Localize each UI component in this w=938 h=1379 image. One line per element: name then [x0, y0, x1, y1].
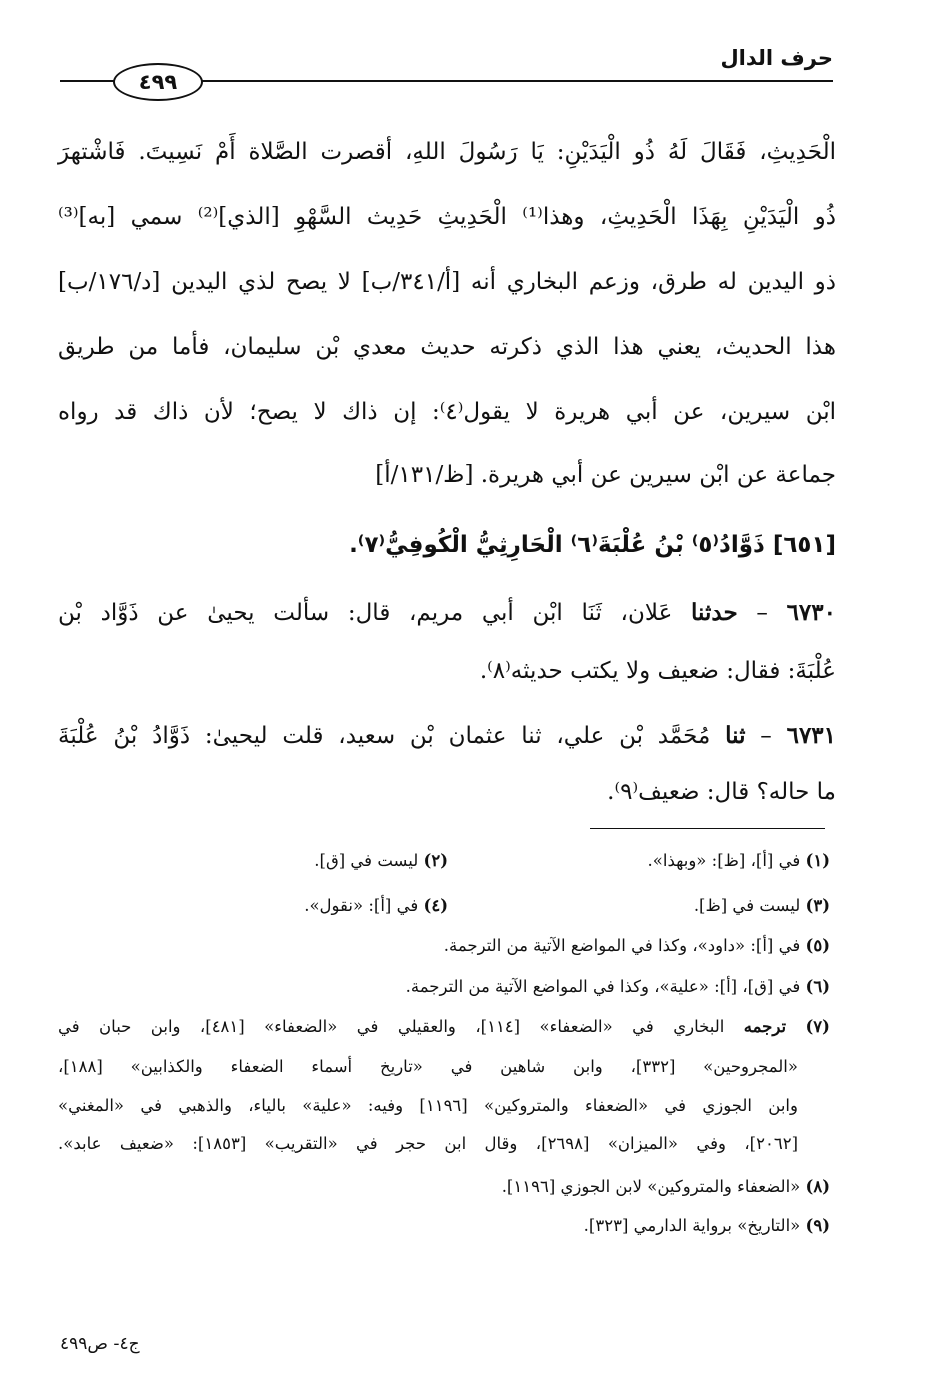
page-number: ٤٩٩ — [138, 70, 178, 94]
running-head-title: حرف الدال — [720, 46, 833, 70]
text-line: هذا الحديث، يعني هذا الذي ذكرته حديث معدي بْن سليمان، فأما من طريق — [58, 334, 836, 360]
narration-number: ٦٧٣٠ — [786, 599, 836, 626]
footnote — [314, 850, 448, 872]
footnote-number: (٤) — [423, 896, 448, 915]
text-line: ابْن سيرين، عن أبي هريرة لا يقول⁽٤⁾: إن ذاك لا يصح؛ لأن ذاك قد رواه — [58, 399, 836, 425]
footnote-number: (٩) — [805, 1216, 830, 1235]
footnote-number: (٣) — [805, 896, 830, 915]
footnote — [502, 1176, 830, 1198]
footnote — [58, 1016, 830, 1038]
footnote-text: ليست في [ظ]. — [693, 896, 801, 915]
footnote — [406, 976, 830, 998]
footnote-text: في [أ]: «داود»، وكذا في المواضع الآتية من الترجمة. — [443, 936, 801, 955]
footnote-number: (١) — [805, 851, 830, 870]
narration-line: ٦٧٣٠ – حدثنا عَلان، ثَنَا ابْن أبي مريم، قال: سألت يحيىٰ عن ذَوَّاد بْن — [58, 599, 836, 626]
footnote — [304, 895, 448, 917]
footnote-number: (٢) — [423, 851, 448, 870]
footnote — [444, 935, 830, 957]
footnote-continuation: «المجروحين» [٣٣٢]، وابن شاهين في «تاريخ أسماء الضعفاء والكذابين» [١٨٨]، — [58, 1057, 798, 1076]
narration-line: ما حاله؟ قال: ضعيف⁽٩⁾. — [607, 779, 836, 805]
text-line: جماعة عن ابْن سيرين عن أبي هريرة. [ظ/١٣١/أ] — [375, 462, 836, 488]
footnote-text: «التاريخ» برواية الدارمي [٣٢٣]. — [583, 1216, 801, 1235]
footnote-number: (٥) — [805, 936, 830, 955]
narration-lead: حدثنا — [691, 599, 738, 626]
footnote-number: (٦) — [805, 977, 830, 996]
footnote-number: (٧) — [805, 1017, 830, 1036]
entry-heading: [٦٥١] ذَوَّادُ⁽٥⁾ بْنُ عُلْبَةَ⁽٦⁾ الْحَارِثِيُّ الْكُوفِيُّ⁽٧⁾. — [349, 532, 836, 558]
footnote — [694, 895, 830, 917]
narration-line: عُلْبَةَ: فقال: ضعيف ولا يكتب حديثه⁽٨⁾. — [479, 658, 836, 684]
footnote-continuation: وابن الجوزي في «الضعفاء والمتروكين» [١١٩٦] وفيه: «علية» بالياء، والذهبي في «المغني» — [58, 1096, 798, 1115]
page-number-badge — [113, 63, 203, 101]
narration-text: مُحَمَّد بْن علي، ثنا عثمان بْن سعيد، قلت ليحيىٰ: ذَوَّادُ بْنُ عُلْبَةَ — [58, 723, 711, 749]
footnote-lead: ترجمه — [743, 1017, 787, 1036]
footnote-continuation: [٢٠٦٢]، وفي «الميزان» [٢٦٩٨]، وقال ابن حجر في «التقريب» [١٨٥٣]: «ضعيف عابد». — [58, 1134, 798, 1153]
footnote-text: البخاري في «الضعفاء» [١١٤]، والعقيلي في «الضعفاء» [٤٨١]، وابن حبان في — [58, 1017, 725, 1036]
text-line: الْحَدِيثِ، فَقَالَ لَهُ ذُو الْيَدَيْنِ: يَا رَسُولَ اللهِ، أقصرت الصَّلاة أَمْ نَسِيتَ. فَاشْتهرَ — [58, 139, 836, 165]
footnote-text: في [أ]: «نقول». — [304, 896, 419, 915]
narration-line: ٦٧٣١ – ثنا مُحَمَّد بْن علي، ثنا عثمان بْن سعيد، قلت ليحيىٰ: ذَوَّادُ بْنُ عُلْبَةَ — [58, 722, 837, 749]
text-line: ذو اليدين له طرق، وزعم البخاري أنه [أ/٣٤١/ب] لا يصح لذي اليدين [د/١٧٦/ب] — [58, 269, 837, 295]
footnote-text: ليست في [ق]. — [314, 851, 419, 870]
narration-text: عَلان، ثَنَا ابْن أبي مريم، قال: سألت يحيىٰ عن ذَوَّاد بْن — [58, 600, 673, 626]
narration-number: ٦٧٣١ — [786, 722, 837, 749]
footnote-text: في [ق]، [أ]: «علية»، وكذا في المواضع الآتية من الترجمة. — [405, 977, 801, 996]
footnote — [648, 850, 830, 872]
footnote-text: في [أ]، [ظ]: «وبهذا». — [647, 851, 801, 870]
footnote-number: (٨) — [805, 1177, 830, 1196]
text-line: ذُو الْيَدَيْنِ بِهَذَا الْحَدِيثِ، وهذا⁽¹⁾ الْحَدِيثِ حَدِيث السَّهْوِ [الذي]⁽²⁾ سمي [به]⁽³⁾ — [58, 204, 836, 230]
narration-lead: ثنا — [725, 722, 746, 749]
footnote-text: «الضعفاء والمتروكين» لابن الجوزي [١١٩٦]. — [501, 1177, 801, 1196]
footnote — [584, 1215, 830, 1237]
page-reference: ج٤- ص٤٩٩ — [60, 1334, 140, 1354]
footnote-rule — [590, 828, 825, 829]
